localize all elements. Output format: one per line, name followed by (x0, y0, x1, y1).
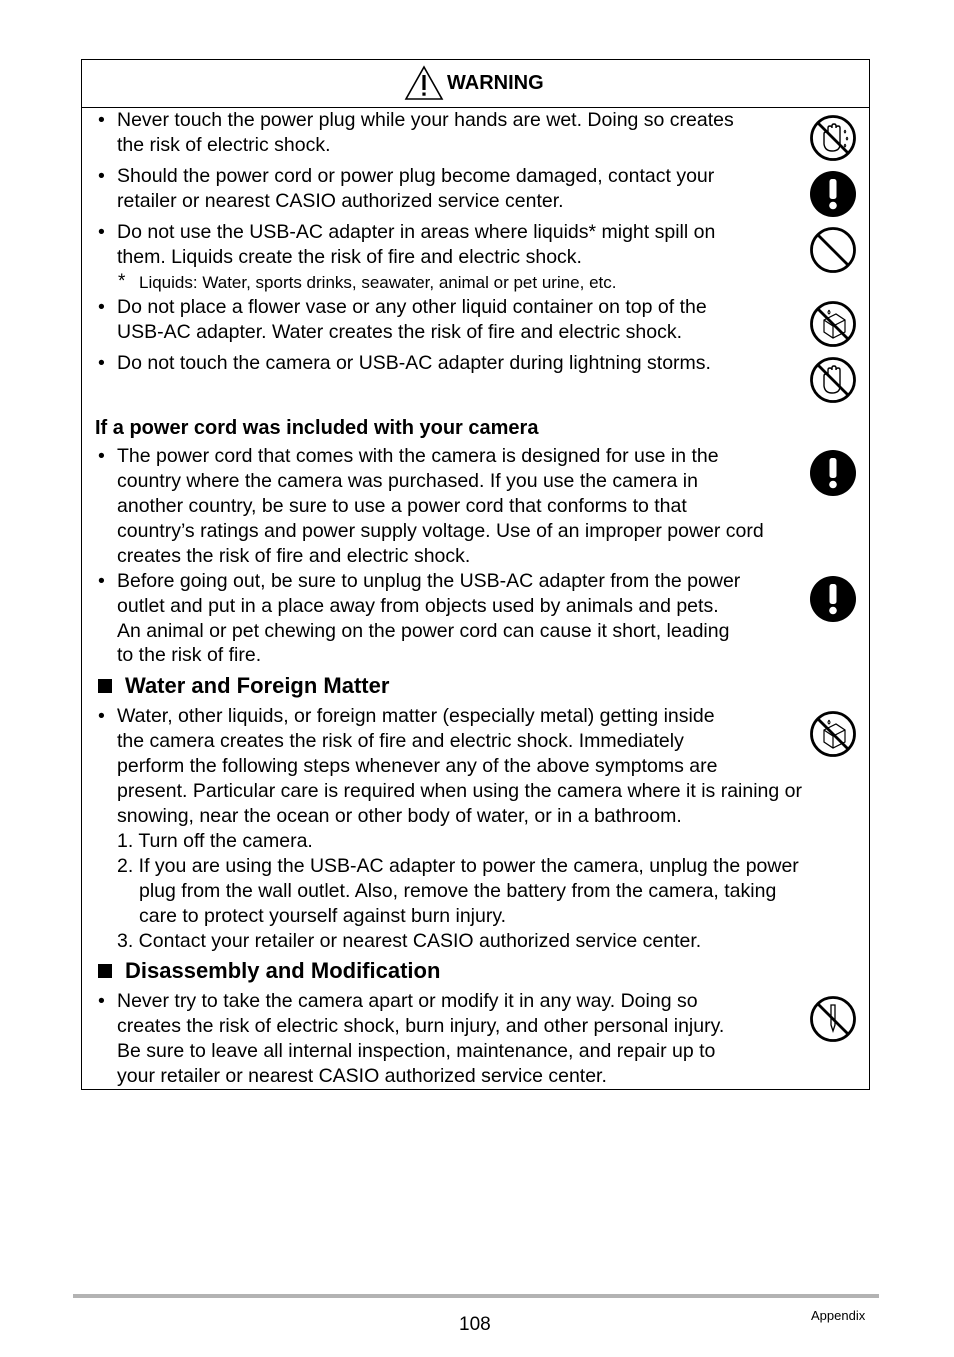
water-step-2-line-2: plug from the wall outlet. Also, remove the battery from the camera, taking (139, 880, 777, 902)
no-disassembly-icon (809, 995, 857, 1043)
water-line-1: Water, other liquids, or foreign matter (especially metal) getting inside (117, 705, 715, 727)
disassembly-line-3: Be sure to leave all internal inspection, maintenance, and repair up to (117, 1040, 716, 1062)
item-2-line-1: Should the power cord or power plug become damaged, contact your (117, 165, 715, 187)
disassembly-line-1: Never try to take the camera apart or modify it in any way. Doing so (117, 990, 698, 1012)
water-step-1: 1. Turn off the camera. (117, 830, 313, 852)
bullet-mark: • (98, 990, 105, 1012)
power-cord-item-2-line-3: An animal or pet chewing on the power cord can cause it short, leading (117, 620, 730, 642)
footer-rule (73, 1294, 879, 1298)
mandatory-action-icon (809, 170, 857, 218)
bullet-mark: • (98, 445, 105, 467)
power-cord-item-1-line-1: The power cord that comes with the camera is designed for use in the (117, 445, 719, 467)
no-liquid-container-icon (809, 710, 857, 758)
bullet-mark: • (98, 296, 105, 318)
mandatory-action-icon (809, 449, 857, 497)
power-cord-item-1-line-2: country where the camera was purchased. If you use the camera in (117, 470, 698, 492)
power-cord-item-1-line-5: creates the risk of fire and electric shock. (117, 545, 471, 567)
power-cord-item-1-line-4: country’s ratings and power supply voltage. Use of an improper power cord (117, 520, 764, 542)
warning-label: WARNING (447, 72, 544, 94)
section-label: Appendix (811, 1308, 866, 1323)
power-cord-item-2-line-2: outlet and put in a place away from objects used by animals and pets. (117, 595, 719, 617)
item-2-line-2: retailer or nearest CASIO authorized service center. (117, 190, 564, 212)
section-square-icon (98, 679, 112, 693)
water-step-2-line-1: 2. If you are using the USB-AC adapter to power the camera, unplug the power (117, 855, 799, 877)
prohibited-icon (809, 226, 857, 274)
item-4-line-1: Do not place a flower vase or any other liquid container on top of the (117, 296, 707, 318)
bullet-mark: • (98, 570, 105, 592)
water-line-5: snowing, near the ocean or other body of water, or in a bathroom. (117, 805, 682, 827)
item-4-line-2: USB-AC adapter. Water creates the risk of fire and electric shock. (117, 321, 683, 343)
disassembly-section-heading: Disassembly and Modification (125, 958, 441, 983)
power-cord-heading: If a power cord was included with your camera (95, 417, 539, 439)
item-1-line-2: the risk of electric shock. (117, 134, 331, 156)
item-3-line-2: them. Liquids create the risk of fire and electric shock. (117, 246, 582, 268)
no-liquid-container-icon (809, 300, 857, 348)
item-1-line-1: Never touch the power plug while your hands are wet. Doing so creates (117, 109, 734, 131)
water-step-3: 3. Contact your retailer or nearest CASIO authorized service center. (117, 930, 702, 952)
mandatory-action-icon (809, 575, 857, 623)
bullet-mark: • (98, 352, 105, 374)
warning-triangle-icon (404, 65, 444, 101)
no-touch-icon (809, 356, 857, 404)
disassembly-line-2: creates the risk of electric shock, burn injury, and other personal injury. (117, 1015, 725, 1037)
bullet-mark: • (98, 165, 105, 187)
disassembly-line-4: your retailer or nearest CASIO authorized service center. (117, 1065, 607, 1087)
bullet-mark: • (98, 705, 105, 727)
warning-header (82, 60, 869, 108)
item-5-line-1: Do not touch the camera or USB-AC adapter during lightning storms. (117, 352, 711, 374)
bullet-mark: • (98, 109, 105, 131)
power-cord-item-2-line-1: Before going out, be sure to unplug the USB-AC adapter from the power (117, 570, 741, 592)
power-cord-item-1-line-3: another country, be sure to use a power cord that conforms to that (117, 495, 687, 517)
power-cord-item-2-line-4: to the risk of fire. (117, 644, 262, 666)
water-line-2: the camera creates the risk of fire and electric shock. Immediately (117, 730, 684, 752)
water-line-4: present. Particular care is required when using the camera where it is raining or (117, 780, 802, 802)
bullet-mark: • (98, 221, 105, 243)
page-number: 108 (459, 1314, 491, 1335)
footnote-mark: * (118, 271, 126, 292)
section-square-icon (98, 964, 112, 978)
water-line-3: perform the following steps whenever any of the above symptoms are (117, 755, 718, 777)
no-wet-hands-icon (809, 114, 857, 162)
water-section-heading: Water and Foreign Matter (125, 673, 390, 698)
item-3-line-1: Do not use the USB-AC adapter in areas where liquids* might spill on (117, 221, 716, 243)
liquids-footnote: Liquids: Water, sports drinks, seawater, animal or pet urine, etc. (139, 273, 617, 292)
water-step-2-line-3: care to protect yourself against burn injury. (139, 905, 507, 927)
